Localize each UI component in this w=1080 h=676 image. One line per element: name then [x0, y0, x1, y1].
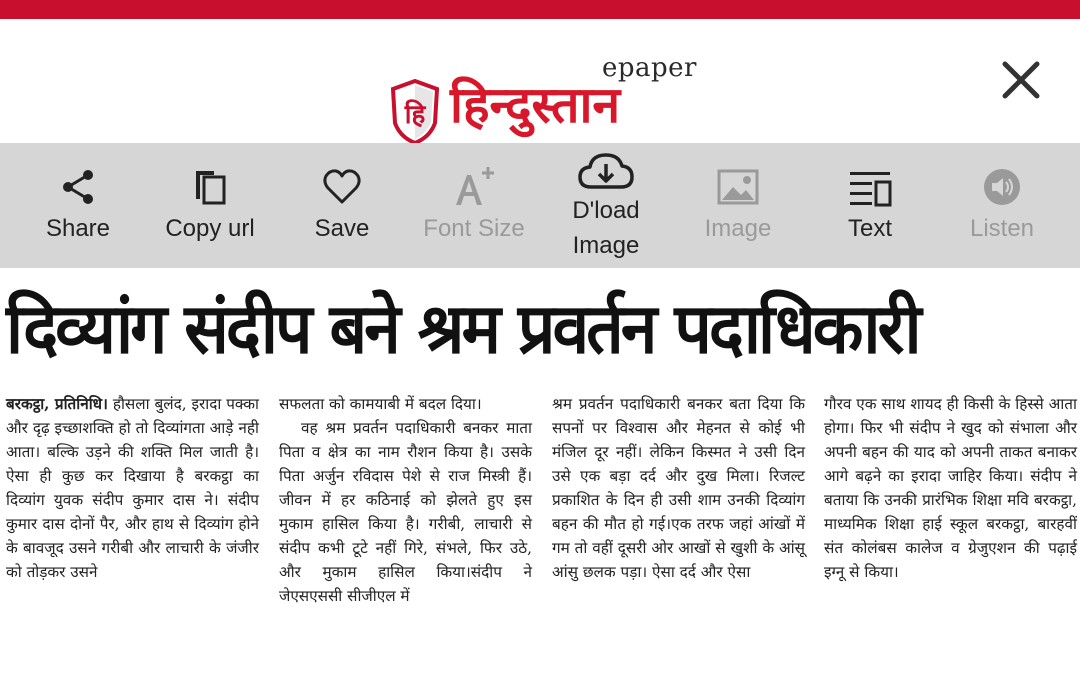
download-image-button[interactable] — [540, 143, 672, 268]
epaper-label: epaper — [602, 53, 697, 83]
column-2-paragraph-2: वह श्रम प्रवर्तन पदाधिकारी बनकर माता पिता व क्षेत्र का नाम रौशन किया है। उसके पिता अर्जुन रविदास पेशे से राज मिस्त्री हैं।जीवन में हर कठिनाई को झेलते हुए इस मुकाम हासिल किया है। गरीबी, लाचारी से संदीप कभी टूटे नहीं गिरे, संभले, फिर उठे, और मुकाम हासिल किया।संदीप ने जेएसएससी सीजीएल में — [279, 419, 532, 605]
header — [0, 19, 1080, 143]
brand-logo — [390, 39, 697, 134]
speaker-icon — [982, 167, 1022, 207]
font-size-icon — [452, 165, 496, 207]
image-label: Image — [704, 215, 772, 242]
article-column-3 — [552, 392, 805, 584]
listen-button[interactable] — [936, 143, 1068, 268]
save-label: Save — [314, 215, 370, 242]
text-label: Text — [847, 215, 892, 242]
toolbar — [0, 143, 1080, 268]
brand-name: हिन्दुस्तान — [450, 75, 621, 134]
article-column-4 — [824, 392, 1077, 584]
listen-label: Listen — [969, 215, 1035, 242]
save-button[interactable] — [276, 143, 408, 268]
article-column-2 — [279, 392, 532, 608]
download-label-line1: D'load — [572, 197, 640, 224]
text-icon — [847, 167, 893, 207]
image-icon — [716, 167, 760, 207]
article-headline: दिव्यांग संदीप बने श्रम प्रवर्तन पदाधिकारी — [6, 288, 919, 370]
copy-icon — [190, 167, 230, 207]
share-button[interactable] — [12, 143, 144, 268]
close-icon[interactable] — [996, 55, 1046, 105]
column-1-text: हौसला बुलंद, इरादा पक्का और दृढ़ इच्छाशक्ति हो तो दिव्यांगता आड़े नही आता। बल्कि उड़ने की शक्ति मिल जाती है। ऐसा ही कुछ कर दिखाया है बरकट्ठा का दिव्यांग युवक संदीप कुमार दास ने। संदीप कुमार दास दोनों पैर, और हाथ से दिव्यांग होने के बावजूद उसने गरीबी और लाचारी के जंजीर को तोड़कर उसने — [6, 395, 259, 581]
shield-emblem-icon — [390, 79, 440, 145]
cloud-download-icon — [577, 151, 635, 191]
image-button[interactable] — [672, 143, 804, 268]
share-label: Share — [45, 215, 111, 242]
copy-url-label: Copy url — [165, 215, 255, 242]
article-column-1 — [6, 392, 259, 584]
share-icon — [58, 167, 98, 207]
top-accent-bar — [0, 0, 1080, 19]
article — [0, 268, 1080, 676]
text-button[interactable] — [804, 143, 936, 268]
copy-url-button[interactable] — [144, 143, 276, 268]
emblem-text: हि — [404, 100, 426, 130]
column-4-text: गौरव एक साथ शायद ही किसी के हिस्से आता होगा। फिर भी संदीप ने खुद को संभाला और अपनी बहन की याद को अपनी ताकत बनाकर आगे बढ़ने का इरादा जाहिर किया। संदीप ने बताया कि उनकी प्रारंभिक शिक्षा मवि बरकट्ठा, माध्यमिक शिक्षा हाई स्कूल बरकट्ठा, बारहवीं संत कोलंबस कालेज व ग्रेजुएशन की पढ़ाई इग्नू से किया। — [824, 395, 1077, 581]
download-label-line2: Image — [572, 232, 640, 259]
font-size-button[interactable] — [408, 143, 540, 268]
font-size-label: Font Size — [423, 215, 525, 242]
column-3-text: श्रम प्रवर्तन पदाधिकारी बनकर बता दिया कि सपनों पर विश्वास और मेहनत से कोई भी मंजिल दूर नहीं। लेकिन किस्मत ने उसी दिन उसे एक बड़ा दर्द और दुख मिला। रिजल्ट प्रकाशित के दिन ही उसी शाम उनकी दिव्यांग बहन की मौत हो गई।एक तरफ जहां आंखों में गम तो वहीं दूसरी ओर आखों से खुशी के आंसू आंसु छलक पड़ा। ऐसा दर्द और ऐसा — [552, 395, 805, 581]
article-dateline: बरकट्ठा, प्रतिनिधि। — [6, 395, 108, 413]
column-2-paragraph-1: सफलता को कामयाबी में बदल दिया। — [279, 395, 482, 413]
heart-icon — [322, 167, 362, 207]
